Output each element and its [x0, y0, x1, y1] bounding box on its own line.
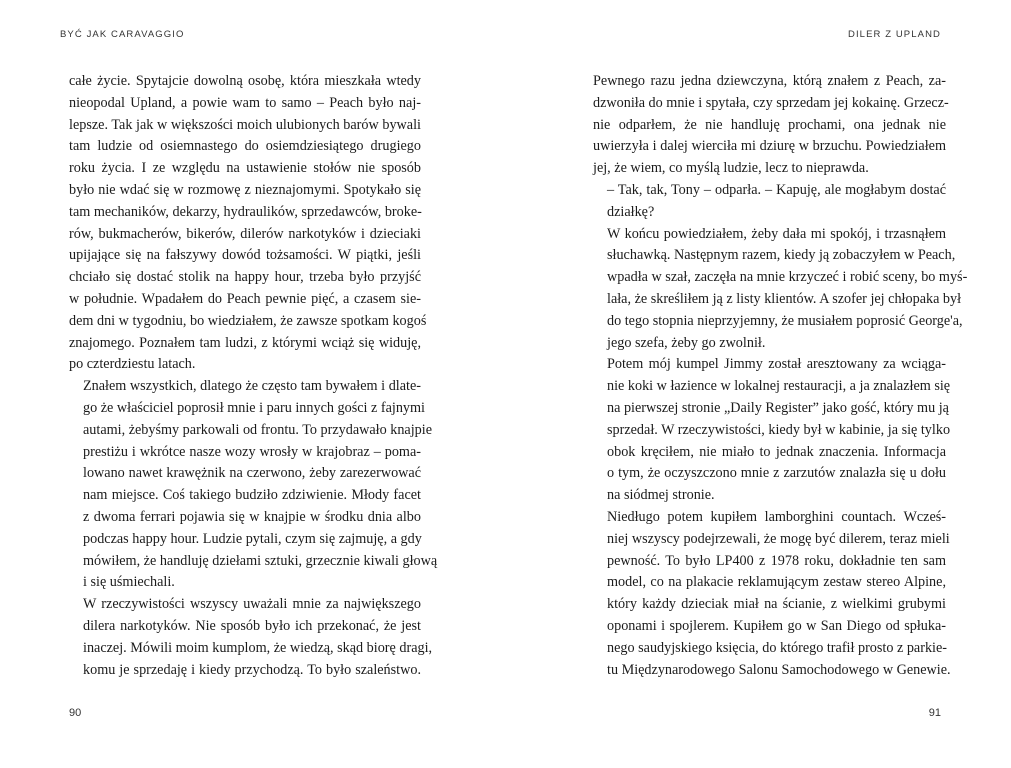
text-line: do tego stopnia nieprzyjemny, że musiałem poprosić George'a,: [607, 312, 963, 329]
text-line: o tym, że oczyszczono mnie z zarzutów znalazła się u dołu: [607, 465, 946, 482]
left-page: [0, 0, 505, 768]
text-line: go że właściciel poprosił mnie i paru innych gości z fajnymi: [83, 399, 425, 416]
text-line: Niedługo potem kupiłem lamborghini countach. Wcześ-: [607, 508, 946, 525]
paragraph: [593, 180, 946, 224]
text-line: znajomego. Poznałem tam ludzi, z którymi wciąż się widuję,: [69, 334, 421, 351]
text-line: tam mechaników, dekarzy, hydraulików, sprzedawców, broke-: [69, 203, 422, 220]
text-line: tam ludzie od osiemnastego do osiemdziesiątego drugiego: [69, 138, 421, 155]
text-line: rów, bukmacherów, bikerów, dilerów narkotyków i dzieciaki: [69, 225, 421, 242]
text-line: W końcu powiedziałem, żeby dała mi spokój, i trzasnąłem: [607, 225, 946, 242]
text-line: dilera narkotyków. Nie sposób było ich przekonać, że jest: [83, 617, 421, 634]
text-line: jej, że wiem, co myślą ludzie, lecz to nieprawda.: [593, 160, 869, 177]
text-line: prestiżu i wkrótce nasze wozy wrosły w krajobraz – poma-: [83, 443, 421, 460]
paragraph: [69, 71, 427, 376]
text-line: mówiłem, że handluję dziełami sztuki, grzecznie kiwali głową: [83, 552, 438, 569]
text-line: lepsze. Tak jak w większości moich ulubionych barów bywali: [69, 116, 421, 133]
text-line: chciało się dostać stolik na happy hour, trzeba było przyjść: [69, 269, 421, 286]
left-page-text: [69, 71, 438, 681]
text-line: lowano nawet krawężnik na czerwono, żeby zarezerwować: [83, 465, 421, 482]
text-line: oponami i spojlerem. Kupiłem go w San Diego od spłuka-: [607, 617, 946, 634]
text-line: roku życia. I ze względu na ustawienie stołów nie sposób: [69, 160, 421, 177]
text-line: lała, że skreśliłem ją z listy klientów. A szofer jej chłopaka był: [607, 290, 962, 307]
paragraph: [593, 224, 968, 355]
text-line: nie koki w łazience w lokalnej restauracji, a ja znalazłem się: [607, 378, 951, 395]
paragraph: [69, 594, 433, 681]
text-line: autami, żebyśmy parkowali od frontu. To przydawało knajpie: [83, 421, 432, 438]
text-line: z dwoma ferrari pojawia się w knajpie w środku dnia albo: [83, 508, 421, 525]
right-page: [506, 0, 1011, 768]
text-line: Pewnego razu jedna dziewczyna, którą znałem z Peach, za-: [593, 73, 946, 89]
text-line: działkę?: [607, 203, 655, 220]
text-line: niej wszyscy podejrzewali, że mogę być dilerem, teraz mieli: [607, 530, 950, 547]
text-line: i się uśmiechali.: [83, 574, 175, 591]
paragraph: [593, 71, 949, 180]
text-line: wpadła w szał, zaczęła na mnie krzyczeć i robić sceny, bo myś-: [607, 269, 968, 286]
text-line: sprzedał. W rzeczywistości, kiedy był w kabinie, ja się tylko: [607, 421, 951, 438]
text-line: upijające się na fałszywy dowód tożsamości. W piątki, jeśli: [69, 247, 421, 264]
text-line: nieopodal Upland, a powie wam to samo – Peach było naj-: [69, 94, 421, 111]
right-page-text: [593, 71, 968, 681]
text-line: słuchawką. Następnym razem, kiedy ją zobaczyłem w Peach,: [607, 247, 956, 264]
text-line: model, co na plakacie reklamującym zestaw stereo Alpine,: [607, 574, 946, 591]
page-number-left: 90: [69, 707, 82, 719]
text-line: W rzeczywistości wszyscy uważali mnie za największego: [83, 596, 421, 613]
text-line: uwierzyła i dalej wierciła mi dziurę w brzuchu. Powiedziałem: [593, 138, 946, 155]
text-line: Znałem wszystkich, dlatego że często tam bywałem i dlate-: [83, 378, 421, 395]
text-line: dzwoniła do mnie i spytała, czy sprzedam jej kokainę. Grzecz-: [593, 94, 949, 111]
text-line: nego saudyjskiego księcia, do którego trafił prosto z parkie-: [607, 639, 948, 656]
running-head-left: BYĆ JAK CARAVAGGIO: [60, 29, 185, 40]
paragraph: [69, 376, 438, 594]
text-line: dem dni w tygodniu, bo wiedziałem, że zawsze spotkam kogoś: [69, 312, 427, 329]
text-line: było nie wdać się w rozmowę z nieznajomymi. Spotykało się: [69, 181, 421, 198]
text-line: całe życie. Spytajcie dowolną osobę, która mieszkała wtedy: [69, 73, 421, 89]
text-line: komu je sprzedaję i kiedy przychodzą. To było szaleństwo.: [83, 661, 421, 678]
text-line: w południe. Wpadałem do Peach pewnie pięć, a czasem sie-: [69, 290, 421, 307]
text-line: jego szefa, żeby go zwolnił.: [607, 334, 766, 351]
text-line: pewność. To było LP400 z 1978 roku, dokładnie ten sam: [607, 552, 946, 569]
text-line: inaczej. Mówili moim kumplom, że wiedzą, skąd biorę dragi,: [83, 639, 433, 656]
text-line: nam miejsce. Coś takiego budziło zdziwienie. Młody facet: [83, 487, 421, 504]
text-line: na pierwszej stronie „Daily Register” jako gość, który mu ją: [607, 399, 949, 416]
text-line: po czterdziestu latach.: [69, 356, 196, 373]
text-line: – Tak, tak, Tony – odparła. – Kapuję, ale mogłabym dostać: [607, 181, 946, 198]
text-line: tu Międzynarodowego Salonu Samochodowego w Genewie.: [607, 661, 951, 678]
paragraph: [593, 354, 951, 507]
page-number-right: 91: [928, 707, 941, 719]
paragraph: [593, 507, 951, 681]
text-line: podczas happy hour. Ludzie pytali, czym się zajmuję, a gdy: [83, 530, 422, 547]
text-line: na siódmej stronie.: [607, 487, 715, 504]
text-line: obok kręciłem, nie miało to jednak znaczenia. Informacja: [607, 443, 946, 460]
running-head-right: DILER Z UPLAND: [847, 29, 941, 40]
text-line: Potem mój kumpel Jimmy został aresztowany za wciąga-: [607, 356, 946, 373]
text-line: nie odparłem, że nie handluję prochami, ona jednak nie: [593, 116, 946, 133]
text-line: który każdy dzieciak miał na ścianie, z wielkimi grubymi: [607, 596, 946, 613]
